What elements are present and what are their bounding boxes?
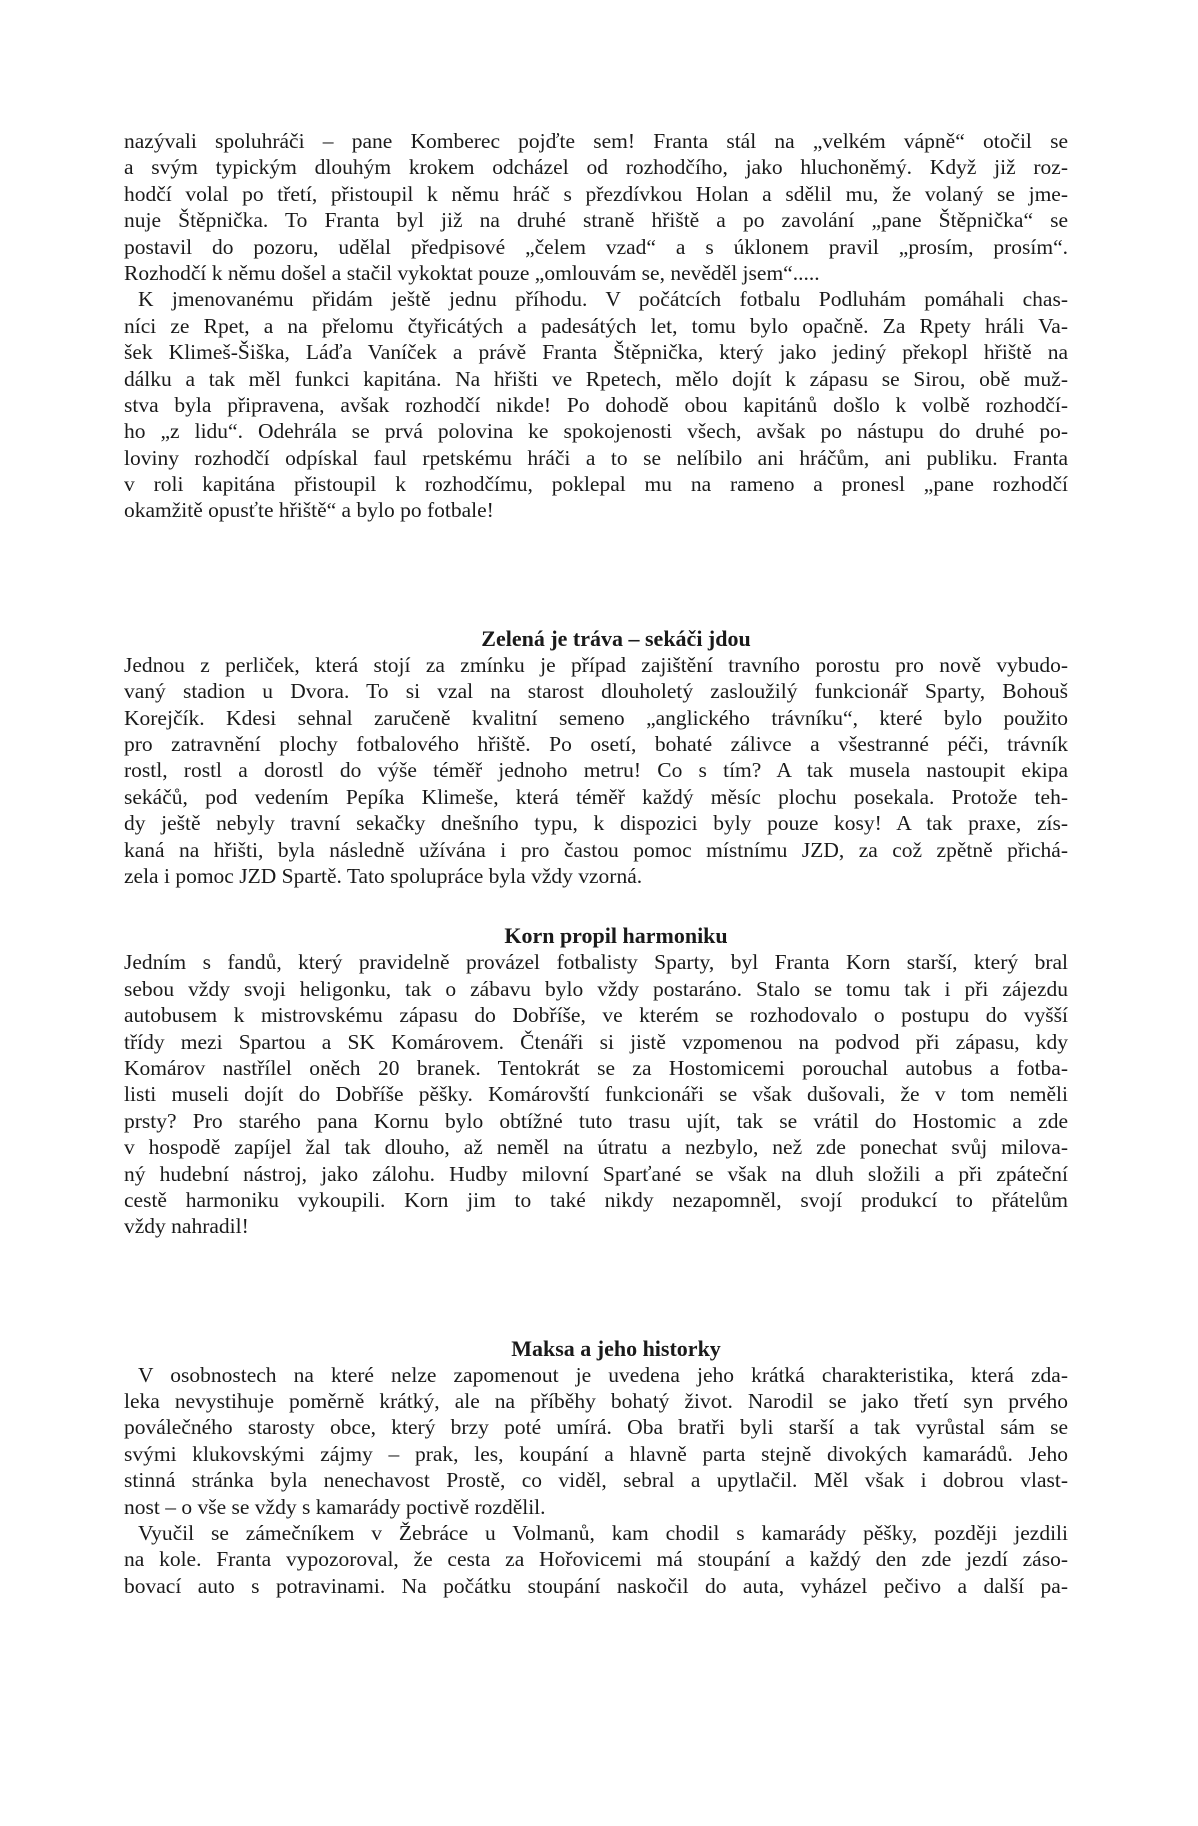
text-line: v hospodě zapíjel žal tak dlouho, až neměl na útratu a nezbylo, než zde ponechat svůj milova-	[124, 1135, 1068, 1160]
text-line: zela i pomoc JZD Spartě. Tato spolupráce byla vždy vzorná.	[124, 863, 643, 888]
text-line: hodčí volal po třetí, přistoupil k němu hráč s přezdívkou Holan a sdělil mu, že volaný se jme-	[124, 181, 1068, 206]
text-line: stva byla připravena, avšak rozhodčí nikde! Po dohodě obou kapitánů došlo k volbě rozhodčí-	[124, 392, 1068, 417]
section-heading: Maksa a jeho historky	[511, 1335, 721, 1361]
text-line: vždy nahradil!	[124, 1214, 249, 1239]
text-line: svými klukovskými zájmy – prak, les, koupání a hlavně parta stejně divokých kamarádů. Jeho	[124, 1441, 1068, 1466]
text-line: postavil do pozoru, udělal předpisové „čelem vzad“ a s úklonem pravil „prosím, prosím“.	[124, 234, 1068, 259]
text-line: níci ze Rpet, a na přelomu čtyřicátých a padesátých let, tomu bylo opačně. Za Rpety hráli Va-	[124, 313, 1068, 338]
text-line: Jednou z perliček, která stojí za zmínku je případ zajištění travního porostu pro nově vybudo-	[124, 652, 1068, 677]
text-line: nost – o vše se vždy s kamarády poctivě rozdělil.	[124, 1494, 546, 1519]
text-line: dy ještě nebyly travní sekačky dnešního typu, k dispozici byly pouze kosy! A tak praxe, zís-	[124, 811, 1068, 836]
text-line: Komárov nastřílel oněch 20 branek. Tentokrát se za Hostomicemi porouchal autobus a fotba-	[124, 1055, 1068, 1080]
text-line: ho „z lidu“. Odehrála se prvá polovina ke spokojenosti všech, avšak po nástupu do druhé po-	[124, 419, 1068, 444]
text-line: sebou vždy svoji heligonku, tak o zábavu bylo vždy postaráno. Stalo se tomu tak i při zájezdu	[124, 976, 1068, 1001]
text-line: pro zatravnění plochy fotbalového hřiště. Po osetí, bohaté zálivce a všestranné péči, trávník	[124, 732, 1068, 757]
text-line: loviny rozhodčí odpískal faul rpetskému hráči a to se nelíbilo ani hráčům, ani publiku. Franta	[124, 445, 1068, 470]
text-line: Vyučil se zámečníkem v Žebráce u Volmanů, kam chodil s kamarády pěšky, později jezdili	[138, 1521, 1068, 1546]
section-heading: Korn propil harmoniku	[504, 923, 728, 949]
text-line: Jedním s fandů, který pravidelně provázel fotbalisty Sparty, byl Franta Korn starší, který bral	[124, 950, 1068, 975]
intro-block	[124, 128, 1068, 524]
text-line: bovací auto s potravinami. Na počátku stoupání naskočil do auta, vyházel pečivo a další pa-	[124, 1573, 1068, 1598]
text-line: třídy mezi Spartou a SK Komárovem. Čtenáři si jistě vzpomenou na podvod při zápasu, kdy	[124, 1029, 1068, 1054]
section-grass	[124, 626, 1068, 890]
text-line: vaný stadion u Dvora. To si vzal na starost dlouholetý zasloužilý funkcionář Sparty, Bohouš	[124, 679, 1068, 704]
text-line: ný hudební nástroj, jako zálohu. Hudby milovní Sparťané se však na dluh složili a při zpáteční	[124, 1161, 1068, 1186]
text-line: V osobnostech na které nelze zapomenout je uvedena jeho krátká charakteristika, která zda-	[138, 1362, 1068, 1387]
text-line: cestě harmoniku vykoupili. Korn jim to také nikdy nezapomněl, svojí produkcí to přátelům	[124, 1187, 1068, 1212]
text-line: rostl, rostl a dorostl do výše téměř jednoho metru! Co s tím? A tak musela nastoupit ekipa	[124, 758, 1068, 783]
text-line: šek Klimeš-Šiška, Láďa Vaníček a právě Franta Štěpnička, který jako jediný překopl hřiště na	[124, 340, 1068, 365]
text-line: listi museli dojít do Dobříše pěšky. Komárovští funkcionáři se však dušovali, že v tom neměli	[124, 1082, 1068, 1107]
text-line: nazývali spoluhráči – pane Komberec pojďte sem! Franta stál na „velkém vápně“ otočil se	[124, 129, 1068, 153]
text-line: Rozhodčí k němu došel a stačil vykoktat pouze „omlouvám se, nevěděl jsem“.....	[124, 260, 820, 285]
text-line: leka nevystihuje poměrně krátký, ale na příběhy bohatý život. Narodil se jako třetí syn prvého	[124, 1389, 1068, 1414]
section-maksa	[124, 1336, 1068, 1600]
document-page	[124, 128, 1068, 1599]
text-line: kaná na hřišti, byla následně užívána i pro častou pomoc místnímu JZD, za což zpětně přichá-	[124, 837, 1068, 862]
text-line: dálku a tak měl funkci kapitána. Na hřišti ve Rpetech, mělo dojít k zápasu se Sirou, obě muž-	[124, 366, 1068, 391]
text-line: na kole. Franta vypozoroval, že cesta za Hořovicemi má stoupání a každý den zde jezdí záso-	[124, 1547, 1068, 1572]
text-line: stinná stránka byla nenechavost Prostě, co viděl, sebral a upytlačil. Měl však i dobrou vlast-	[124, 1468, 1068, 1493]
text-line: autobusem k mistrovskému zápasu do Dobříše, ve kterém se rozhodovalo o postupu do vyšší	[124, 1003, 1068, 1028]
text-line: okamžitě opusťte hřiště“ a bylo po fotbale!	[124, 498, 494, 523]
text-line: Korejčík. Kdesi sehnal zaručeně kvalitní semeno „anglického trávníku“, které bylo použito	[124, 705, 1068, 730]
text-line: poválečného starosty obce, který brzy poté umírá. Oba bratři byli starší a tak vyrůstal sám se	[124, 1415, 1068, 1440]
text-line: prsty? Pro starého pana Kornu bylo obtížné tuto trasu ujít, tak se vrátil do Hostomic a zde	[124, 1108, 1068, 1133]
section-harmonica	[124, 923, 1068, 1239]
text-line: K jmenovanému přidám ještě jednu příhodu. V počátcích fotbalu Podluhám pomáhali chas-	[138, 287, 1068, 312]
text-line: nuje Štěpnička. To Franta byl již na druhé straně hřiště a po zavolání „pane Štěpnička“ se	[124, 208, 1068, 233]
text-line: v roli kapitána přistoupil k rozhodčímu, poklepal mu na rameno a pronesl „pane rozhodčí	[124, 472, 1068, 497]
text-line: a svým typickým dlouhým krokem odcházel od rozhodčího, jako hluchoněmý. Když již roz-	[124, 155, 1068, 180]
text-line: sekáčů, pod vedením Pepíka Klimeše, která téměř každý měsíc plochu posekala. Protože teh-	[124, 784, 1068, 809]
section-heading: Zelená je tráva – sekáči jdou	[481, 625, 751, 651]
